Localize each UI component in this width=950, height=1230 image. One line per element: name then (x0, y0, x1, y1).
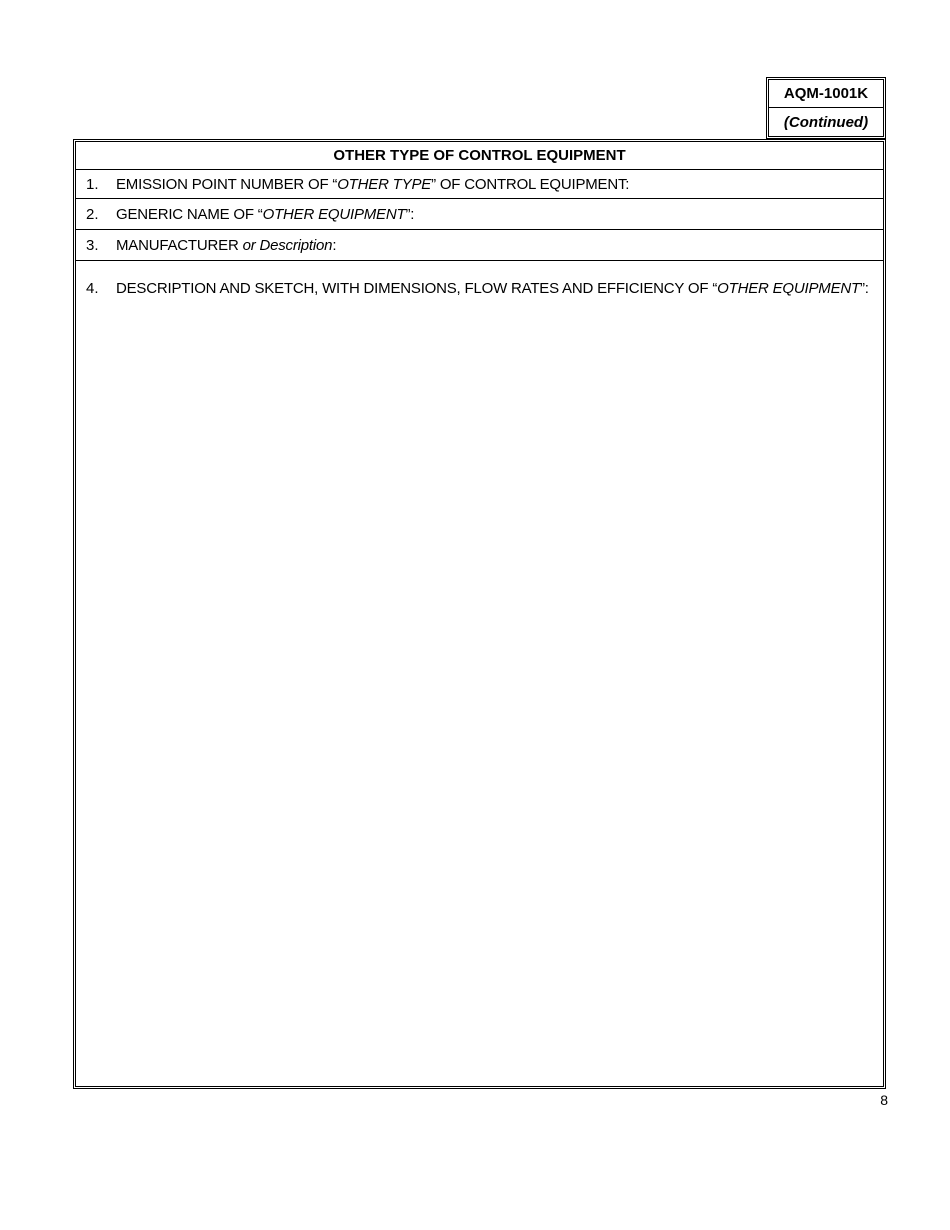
item-number: 1. (86, 175, 99, 193)
item-emission-point-number[interactable] (76, 170, 883, 199)
form-code: AQM-1001K (769, 80, 883, 108)
item-number: 2. (86, 205, 99, 223)
item-generic-name[interactable] (76, 199, 883, 230)
item-label: MANUFACTURER or Description: (116, 236, 337, 254)
form-id-box (766, 77, 886, 139)
item-number: 4. (86, 280, 99, 297)
item-label: GENERIC NAME OF “OTHER EQUIPMENT”: (116, 205, 415, 223)
item-label: EMISSION POINT NUMBER OF “OTHER TYPE” OF CONTROL EQUIPMENT: (116, 175, 630, 193)
item-description-sketch[interactable] (76, 261, 883, 321)
item-manufacturer[interactable] (76, 230, 883, 261)
item-label: DESCRIPTION AND SKETCH, WITH DIMENSIONS, FLOW RATES AND EFFICIENCY OF “OTHER EQUIPMENT”: (116, 280, 869, 297)
item-number: 3. (86, 236, 99, 254)
page-number: 8 (880, 1092, 888, 1108)
form-continued-label: (Continued) (783, 113, 869, 131)
control-equipment-form (73, 139, 886, 1089)
section-title: OTHER TYPE OF CONTROL EQUIPMENT (76, 142, 883, 170)
